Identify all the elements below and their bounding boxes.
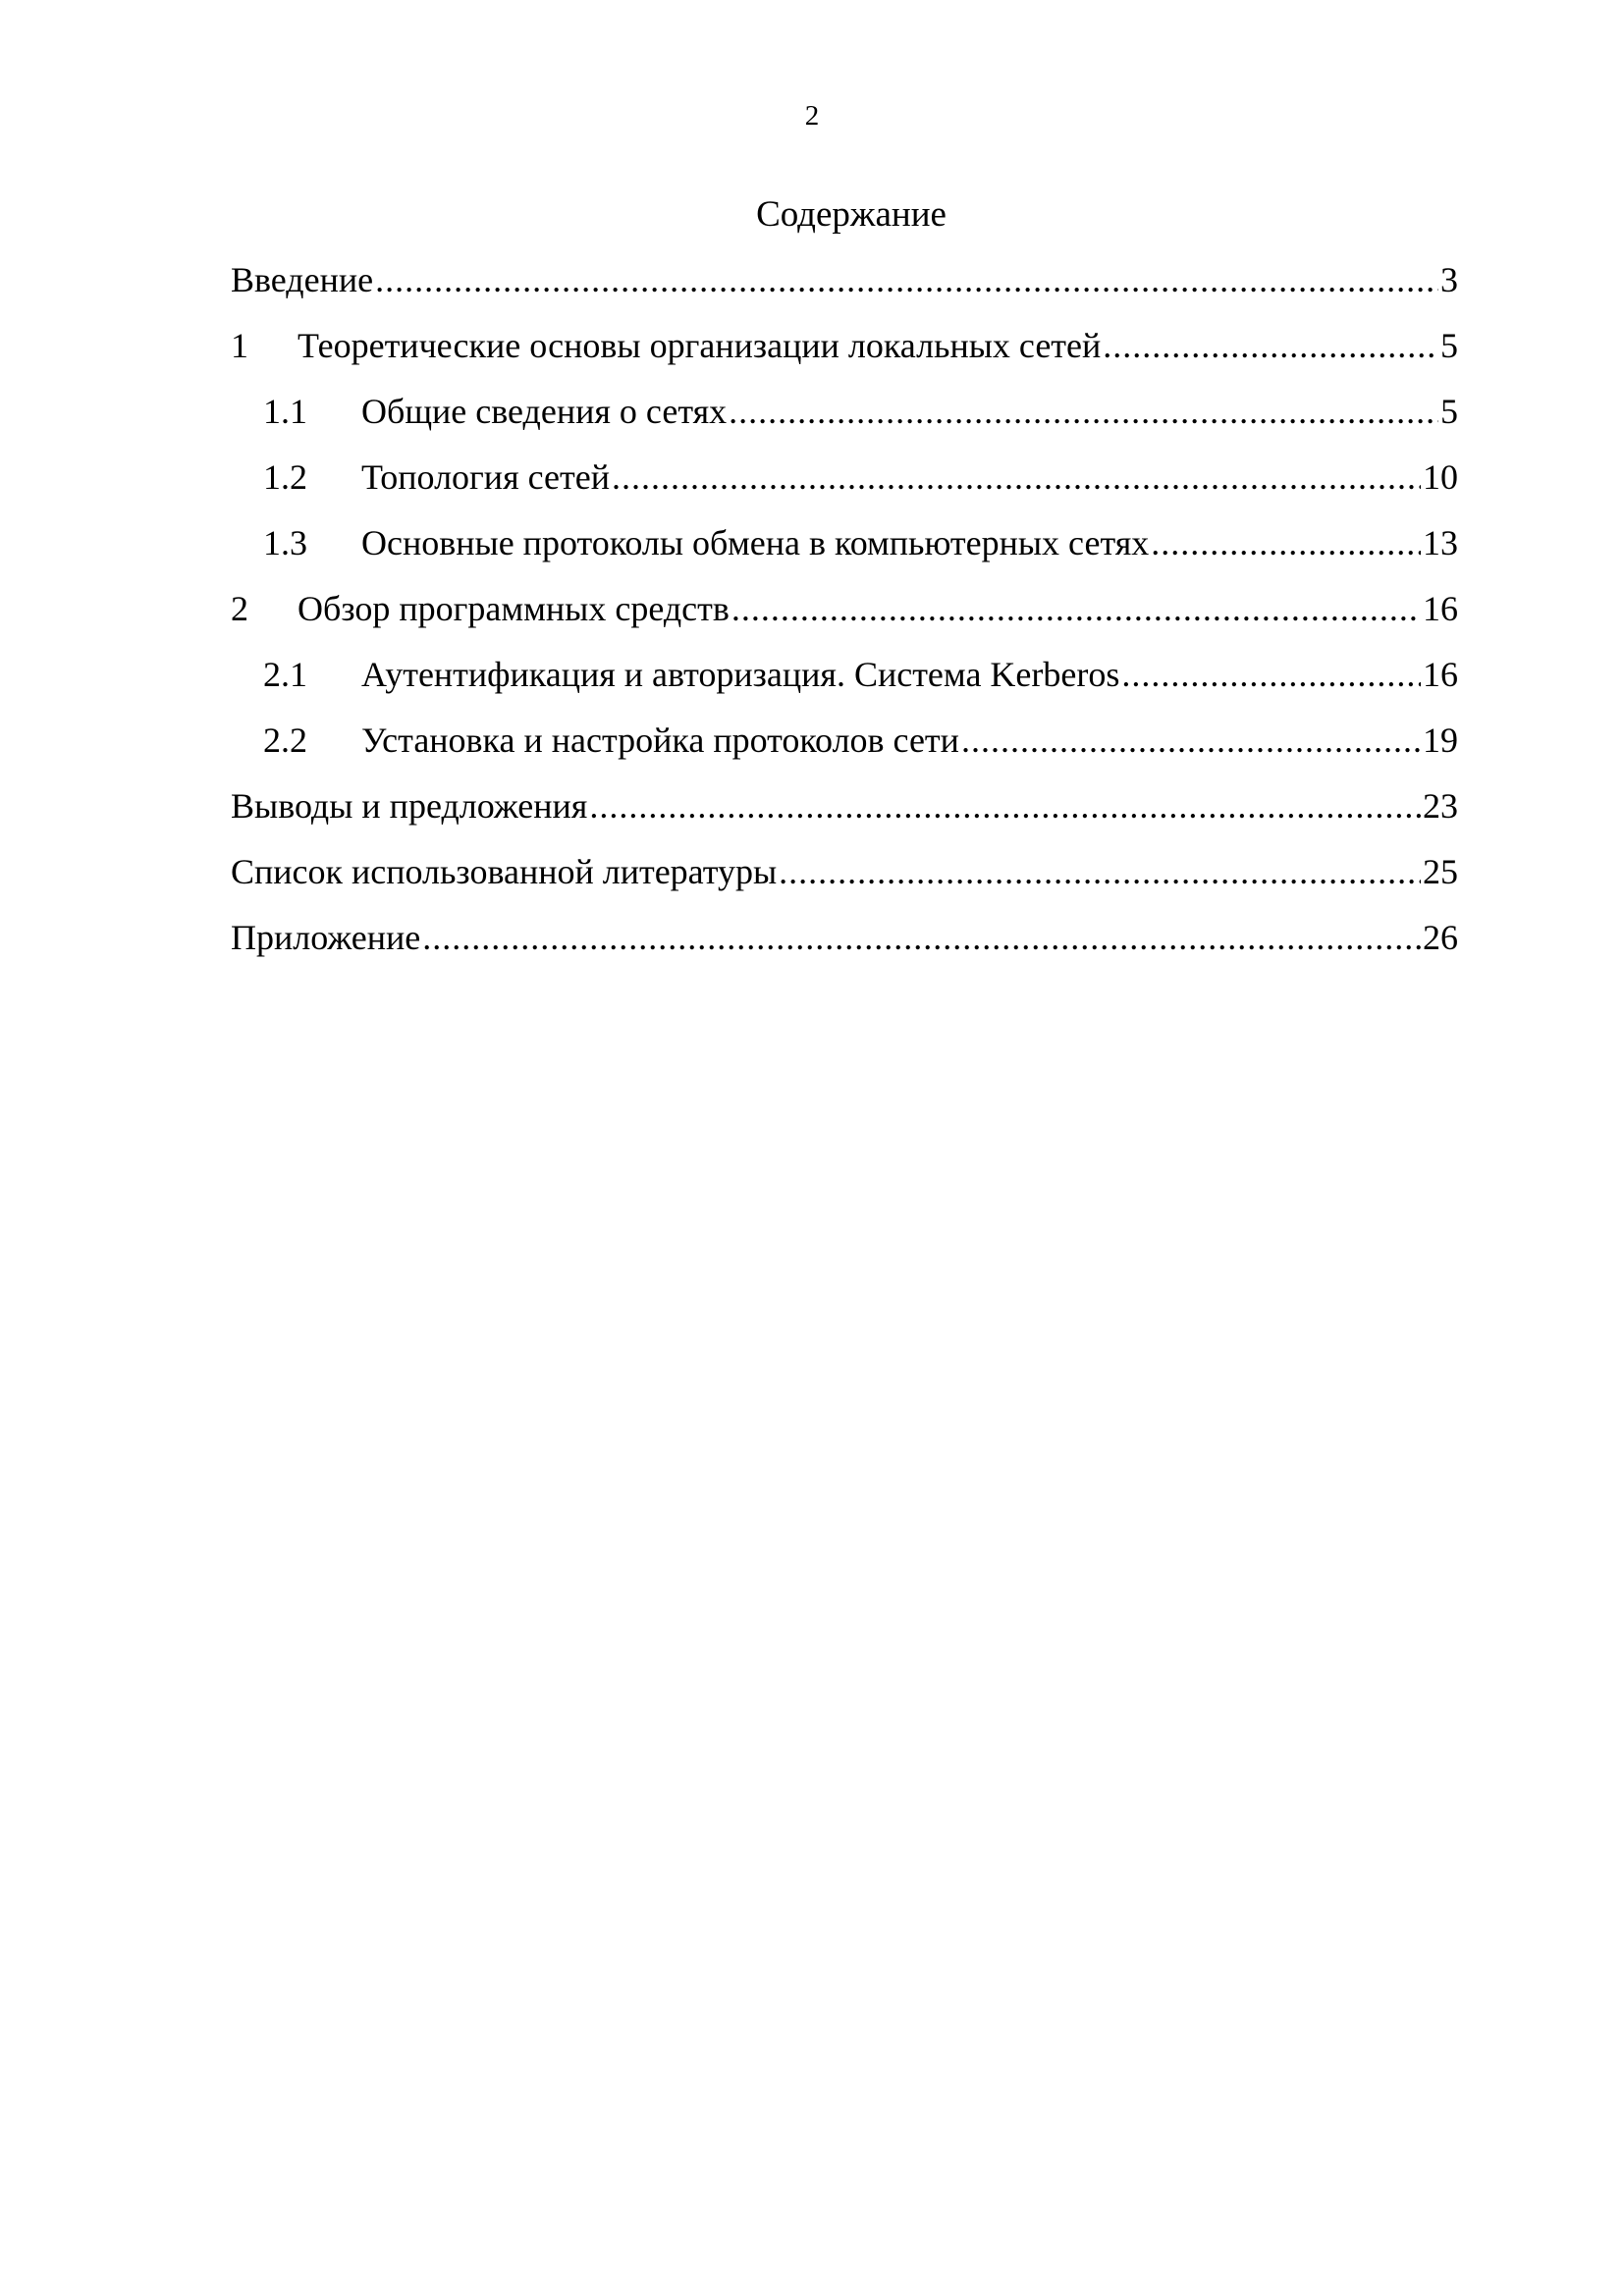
toc-entry-number: 2.2 — [263, 721, 307, 760]
toc-entry-label: Аутентификация и авторизация. Система Kerberos — [361, 655, 1120, 694]
toc-entry-label: Топология сетей — [361, 457, 611, 497]
toc-entry-number: 1.1 — [263, 392, 307, 431]
toc-entry-chapter-2[interactable] — [231, 586, 1458, 652]
toc-dot-leader — [961, 718, 1421, 763]
toc-dot-leader — [1151, 520, 1421, 565]
toc-entry-chapter-1[interactable] — [231, 323, 1458, 389]
toc-title: Содержание — [756, 194, 947, 235]
toc-dot-leader — [1103, 323, 1438, 368]
toc-entry-number: 2 — [231, 589, 248, 628]
toc-dot-leader — [612, 454, 1421, 500]
toc-entry-section-1-2[interactable] — [231, 454, 1458, 520]
toc-entry-introduction[interactable] — [231, 257, 1458, 323]
toc-entry-label: Обзор программных средств — [298, 589, 730, 628]
toc-entry-label: Приложение — [231, 918, 421, 957]
toc-entry-number: 1.2 — [263, 457, 307, 497]
toc-entry-conclusions[interactable] — [231, 783, 1458, 849]
toc-entry-page: 3 — [1440, 260, 1458, 299]
toc-entry-section-1-3[interactable] — [231, 520, 1458, 586]
table-of-contents — [231, 257, 1458, 981]
toc-entry-appendix[interactable] — [231, 915, 1458, 981]
toc-entry-page: 26 — [1423, 918, 1458, 957]
toc-entry-number: 1.3 — [263, 523, 307, 562]
toc-entry-page: 10 — [1423, 457, 1458, 497]
toc-entry-references[interactable] — [231, 849, 1458, 915]
toc-entry-page: 5 — [1440, 392, 1458, 431]
toc-entry-section-1-1[interactable] — [231, 389, 1458, 454]
toc-dot-leader — [375, 257, 1438, 302]
toc-dot-leader — [731, 586, 1421, 631]
toc-entry-number: 2.1 — [263, 655, 307, 694]
toc-entry-section-2-2[interactable] — [231, 718, 1458, 783]
toc-entry-number: 1 — [231, 326, 248, 365]
toc-dot-leader — [1121, 652, 1421, 697]
toc-entry-section-2-1[interactable] — [231, 652, 1458, 718]
toc-entry-page: 13 — [1423, 523, 1458, 562]
toc-entry-page: 19 — [1423, 721, 1458, 760]
toc-entry-label: Установка и настройка протоколов сети — [361, 721, 959, 760]
toc-dot-leader — [729, 389, 1438, 434]
toc-dot-leader — [589, 783, 1421, 828]
toc-entry-page: 16 — [1423, 655, 1458, 694]
toc-entry-page: 5 — [1440, 326, 1458, 365]
page-number: 2 — [804, 100, 820, 132]
toc-entry-page: 23 — [1423, 786, 1458, 826]
toc-dot-leader — [422, 915, 1421, 960]
toc-entry-label: Теоретические основы организации локальных сетей — [298, 326, 1102, 365]
toc-entry-page: 16 — [1423, 589, 1458, 628]
toc-entry-page: 25 — [1423, 852, 1458, 891]
toc-entry-label: Основные протоколы обмена в компьютерных сетях — [361, 523, 1150, 562]
toc-entry-label: Общие сведения о сетях — [361, 392, 728, 431]
toc-entry-label: Список использованной литературы — [231, 852, 778, 891]
toc-entry-label: Выводы и предложения — [231, 786, 588, 826]
toc-dot-leader — [779, 849, 1421, 894]
toc-entry-label: Введение — [231, 260, 374, 299]
